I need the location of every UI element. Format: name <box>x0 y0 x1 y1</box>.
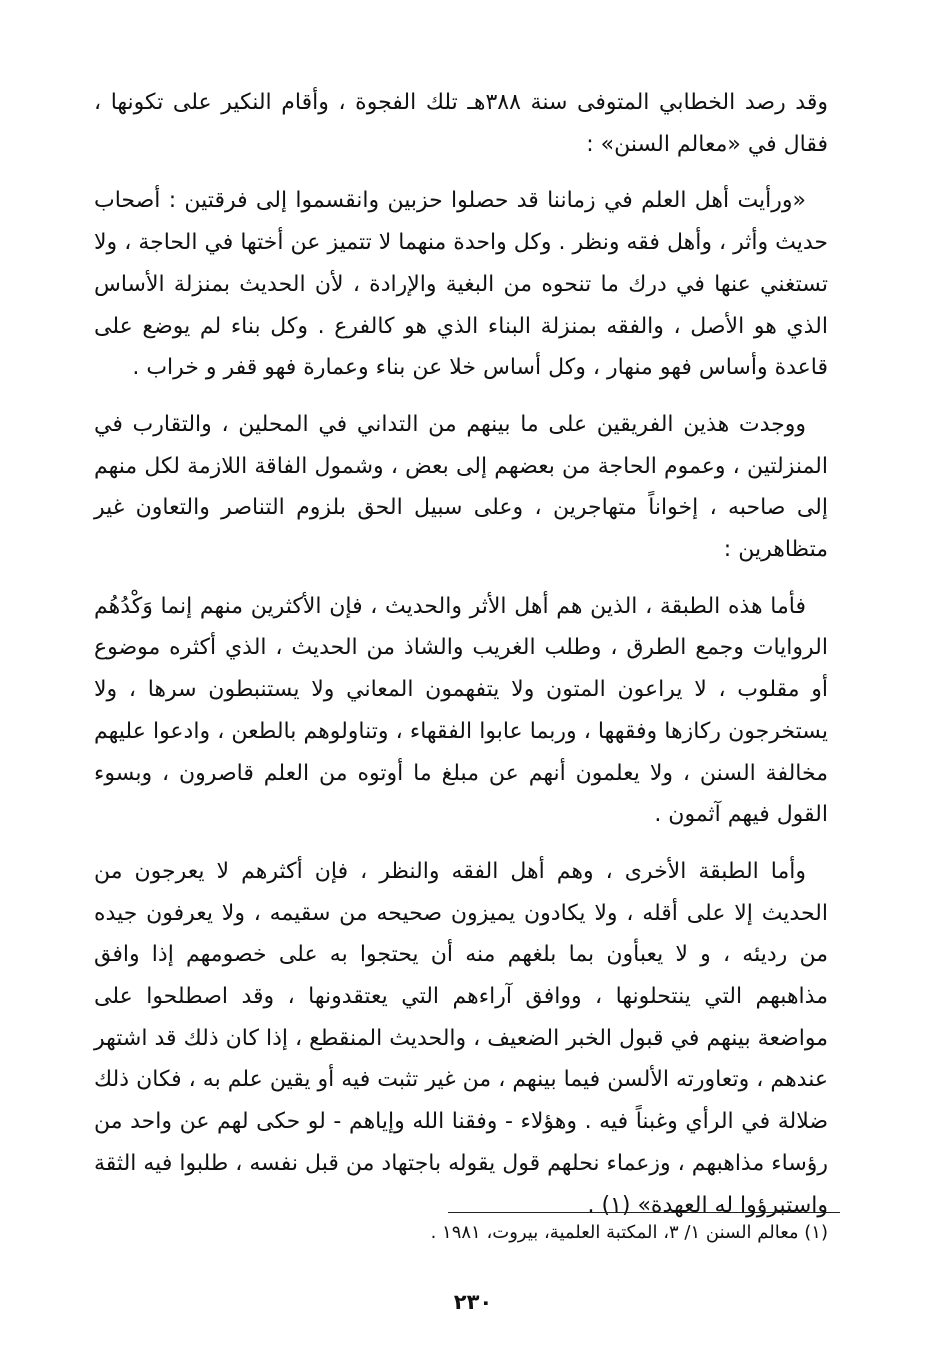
main-text <box>94 82 828 1226</box>
paragraph-quote-3: فأما هذه الطبقة ، الذين هم أهل الأثر والحديث ، فإن الأكثرين منهم إنما وَكْدُهُم الروايات وجمع الطرق ، وطلب الغريب والشاذ من الحديث ، الذي أكثره موضوع أو مقلوب ، لا يراعون المتون ولا يتفهمون المعاني ولا يستنبطون سرها ، ولا يستخرجون ركازها وفقهها ، وربما عابوا الفقهاء ، وتناولوهم بالطعن ، وادعوا عليهم مخالفة السنن ، ولا يعلمون أنهم عن مبلغ ما أوتوه من العلم قاصرون ، وبسوء القول فيهم آثمون . <box>94 593 828 828</box>
footnote-ref: (١) <box>601 1192 631 1218</box>
paragraph-quote-1: «ورأيت أهل العلم في زماننا قد حصلوا حزبين وانقسموا إلى فرقتين : أصحاب حديث وأثر ، وأهل فقه ونظر . وكل واحدة منهما لا تتميز عن أختها في الحاجة ، ولا تستغني عنها في درك ما تنحوه من البغية والإرادة ، لأن الحديث بمنزلة الأساس الذي هو الأصل ، والفقه بمنزلة البناء الذي هو كالفرع . وكل بناء لم يوضع على قاعدة وأساس فهو منهار ، وكل أساس خلا عن بناء وعمارة فهو قفر و خراب . <box>94 188 828 381</box>
paragraph-quote-4-text: وأما الطبقة الأخرى ، وهم أهل الفقه والنظر ، فإن أكثرهم لا يعرجون من الحديث إلا على أقله ، ولا يكادون يميزون صحيحه من سقيمه ، ولا يعرفون جيده من رديئه ، و لا يعبأون بما بلغهم منه أن يحتجوا به على خصومهم إذا وافق مذاهبهم التي ينتحلونها ، ووافق آراءهم التي يعتقدونها ، وقد اصطلحوا على مواضعة بينهم في قبول الخبر الضعيف ، والحديث المنقطع ، إذا كان ذلك قد اشتهر عندهم ، وتعاورته الألسن فيما بينهم ، من غير تثبت فيه أو يقين علم به ، فكان ذلك ضلالة في الرأي وغبناً فيه . وهؤلاء - وفقنا الله وإياهم - لو حكى لهم عن واحد من رؤساء مذاهبهم ، وزعماء نحلهم قول يقوله باجتهاد من قبل نفسه ، طلبوا فيه الثقة واستبرؤوا له العهدة» <box>94 858 828 1218</box>
footnote-divider <box>448 1212 840 1213</box>
footnote-1: (١) معالم السنن ١/ ٣، المكتبة العلمية، بيروت، ١٩٨١ . <box>430 1222 828 1243</box>
paragraph-quote-2: ووجدت هذين الفريقين على ما بينهم من التداني في المحلين ، والتقارب في المنزلتين ، وعموم الحاجة من بعضهم إلى بعض ، وشمول الفاقة اللازمة لكل منهم إلى صاحبه ، إخواناً متهاجرين ، وعلى سبيل الحق بلزوم التناصر والتعاون غير متظاهرين : <box>94 411 828 563</box>
paragraph-intro: وقد رصد الخطابي المتوفى سنة ٣٨٨هـ تلك الفجوة ، وأقام النكير على تكونها ، فقال في «معالم السنن» : <box>94 90 828 157</box>
page-number: ٢٣٠ <box>453 1290 493 1314</box>
paragraph-quote-4: وأما الطبقة الأخرى ، وهم أهل الفقه والنظر ، فإن أكثرهم لا يعرجون من الحديث إلا على أقله ، ولا يكادون يميزون صحيحه من سقيمه ، ولا يعرفون جيده من رديئه ، و لا يعبأون بما بلغهم منه أن يحتجوا به على خصومهم إذا وافق مذاهبهم التي ينتحلونها ، ووافق آراءهم التي يعتقدونها ، وقد اصطلحوا على مواضعة بينهم في قبول الخبر الضعيف ، والحديث المنقطع ، إذا كان ذلك قد اشتهر عندهم ، وتعاورته الألسن فيما بينهم ، من غير تثبت فيه أو يقين علم به ، فكان ذلك ضلالة في الرأي وغبناً فيه . وهؤلاء - وفقنا الله وإياهم - لو حكى لهم عن واحد من رؤساء مذاهبهم ، وزعماء نحلهم قول يقوله باجتهاد من قبل نفسه ، طلبوا فيه الثقة واستبرؤوا له العهدة» (١) . <box>94 858 828 1218</box>
